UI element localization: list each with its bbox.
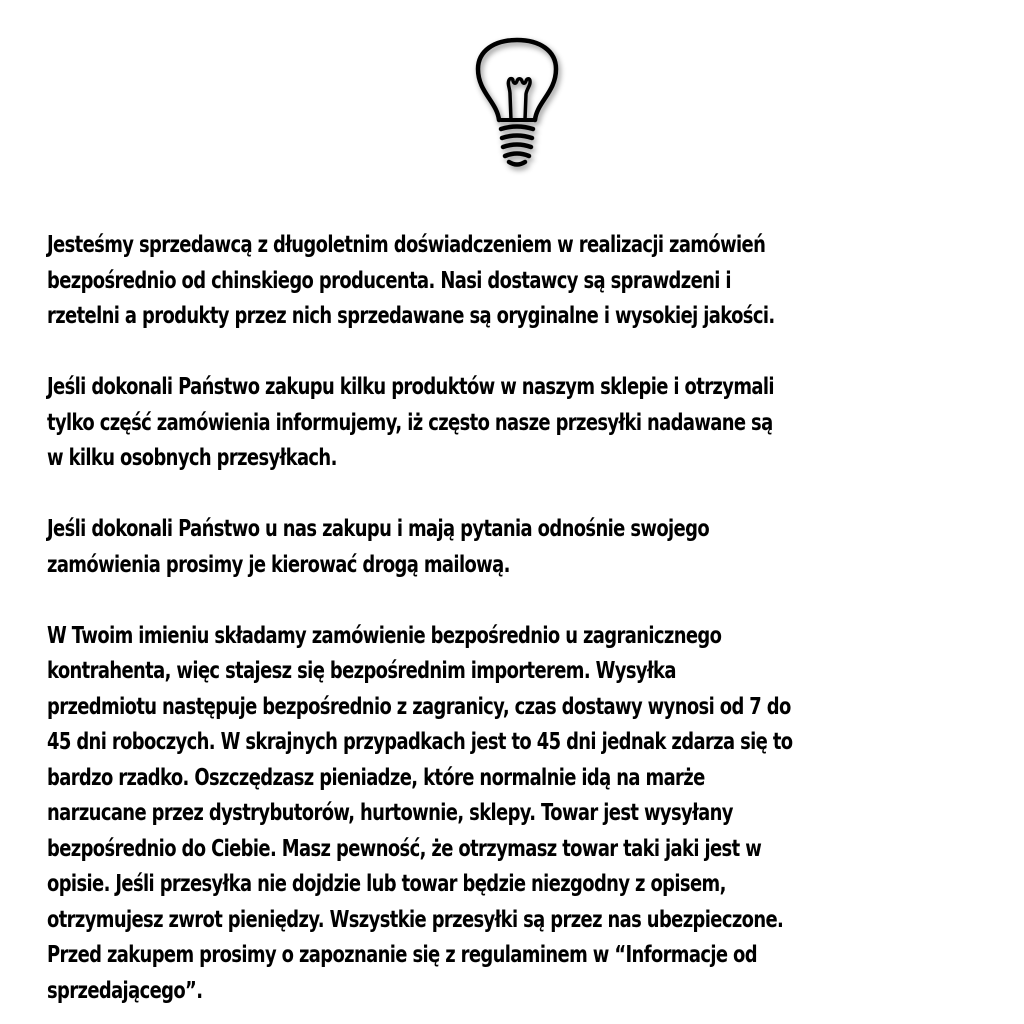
text-line: Jeśli dokonali Państwo zakupu kilku produktów w naszym sklepie i otrzymali bbox=[47, 374, 774, 400]
light-bulb-icon-graphic bbox=[470, 36, 566, 172]
paragraph-contact-email bbox=[47, 512, 997, 583]
text-line: narzucane przez dystrybutorów, hurtownie, sklepy. Towar jest wysyłany bbox=[47, 800, 733, 826]
text-line: W Twoim imieniu składamy zamówienie bezpośrednio u zagranicznego bbox=[47, 622, 722, 649]
paragraph-import-info bbox=[47, 619, 997, 1010]
text-line: otrzymujesz zwrot pieniędzy. Wszystkie przesyłki są przez nas ubezpieczone. bbox=[47, 906, 784, 933]
text-line: Jesteśmy sprzedawcą z długoletnim doświadczeniem w realizacji zamówień bbox=[47, 232, 766, 258]
text-line: zamówienia prosimy je kierować drogą mailową. bbox=[47, 551, 510, 578]
light-bulb-icon bbox=[470, 36, 566, 172]
text-line: rzetelni a produkty przez nich sprzedawane są oryginalne i wysokiej jakości. bbox=[47, 303, 775, 329]
text-line: tylko część zamówienia informujemy, iż często nasze przesyłki nadawane są bbox=[47, 409, 773, 436]
paragraph-partial-shipment bbox=[47, 370, 997, 477]
text-line: kontrahenta, więc stajesz się bezpośrednim importerem. Wysyłka bbox=[47, 658, 676, 684]
text-line: sprzedającego”. bbox=[47, 977, 203, 1004]
paragraph-seller-experience bbox=[47, 228, 997, 335]
text-line: bezpośrednio do Ciebie. Masz pewność, że otrzymasz towar taki jaki jest w bbox=[47, 835, 762, 862]
text-line: bezpośrednio od chinskiego producenta. Nasi dostawcy są sprawdzeni i bbox=[47, 267, 731, 294]
text-line: opisie. Jeśli przesyłka nie dojdzie lub towar będzie niezgodny z opisem, bbox=[47, 871, 726, 897]
text-line: przedmiotu następuje bezpośrednio z zagranicy, czas dostawy wynosi od 7 do bbox=[47, 693, 791, 720]
text-line: 45 dni roboczych. W skrajnych przypadkach jest to 45 dni jednak zdarza się to bbox=[47, 729, 793, 755]
description-text bbox=[47, 228, 793, 1009]
text-line: w kilku osobnych przesyłkach. bbox=[47, 445, 337, 471]
text-line: bardzo rzadko. Oszczędzasz pieniadze, które normalnie idą na marże bbox=[47, 764, 705, 791]
text-line: Przed zakupem prosimy o zapoznanie się z regulaminem w “Informacje od bbox=[47, 942, 757, 968]
text-line: Jeśli dokonali Państwo u nas zakupu i mają pytania odnośnie swojego bbox=[47, 516, 710, 542]
